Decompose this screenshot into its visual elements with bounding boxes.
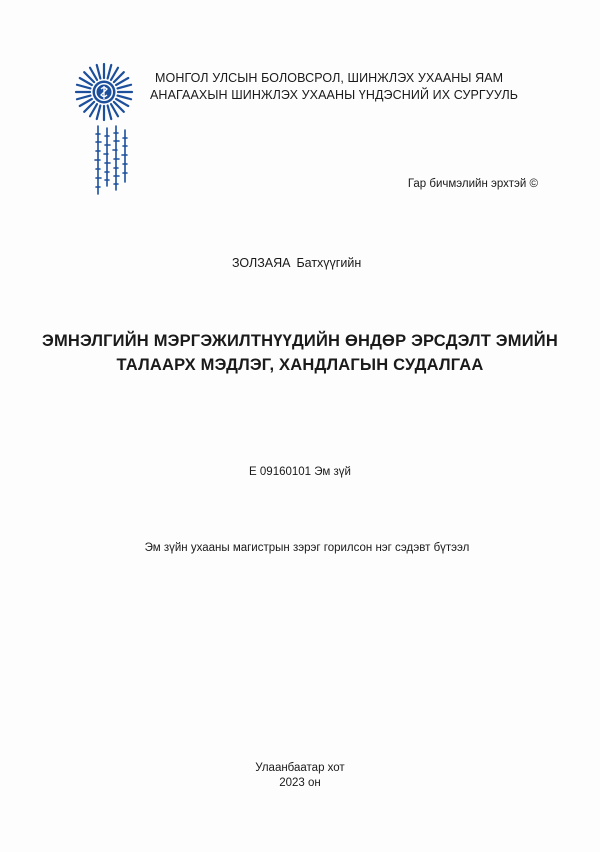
emblem-ray xyxy=(97,65,101,79)
author-name xyxy=(232,256,361,270)
author-surname: ЗОЛЗАЯА xyxy=(232,256,291,270)
university-emblem-icon xyxy=(74,62,134,122)
emblem-ray xyxy=(77,96,91,100)
degree-statement: Эм зүйн ухааны магистрын зэрэг горилсон нэг сэдэвт бүтээл xyxy=(144,542,470,554)
author-given-name: Батхүүгийн xyxy=(296,256,362,270)
mongolian-script-logotype xyxy=(92,124,130,196)
year: 2023 он xyxy=(279,777,321,789)
thesis-title xyxy=(0,329,600,377)
thesis-title-line-1: ЭМНЭЛГИЙН МЭРГЭЖИЛТНҮҮДИЙН ӨНДӨР ЭРСДЭЛТ ЭМИЙН xyxy=(42,332,558,350)
copyright-notice: Гар бичмэлийн эрхтэй © xyxy=(407,178,538,190)
institution-header xyxy=(150,70,550,104)
emblem-ray xyxy=(108,106,112,120)
emblem-ray xyxy=(97,106,101,120)
emblem-ray xyxy=(77,85,91,89)
ministry-name: МОНГОЛ УЛСЫН БОЛОВСРОЛ, ШИНЖЛЭХ УХААНЫ ЯАМ xyxy=(155,71,504,85)
emblem-ray xyxy=(108,65,112,79)
specialty-code: Е 09160101 Эм зүй xyxy=(249,466,351,478)
emblem-ray xyxy=(118,96,132,100)
place-and-date xyxy=(0,761,600,791)
emblem-ray xyxy=(118,85,132,89)
thesis-title-line-2: ТАЛААРХ МЭДЛЭГ, ХАНДЛАГЫН СУДАЛГАА xyxy=(116,356,484,374)
university-name: АНАГААХЫН ШИНЖЛЭХ УХААНЫ ҮНДЭСНИЙ ИХ СУРГУУЛЬ xyxy=(150,88,519,102)
city: Улаанбаатар хот xyxy=(255,762,345,774)
